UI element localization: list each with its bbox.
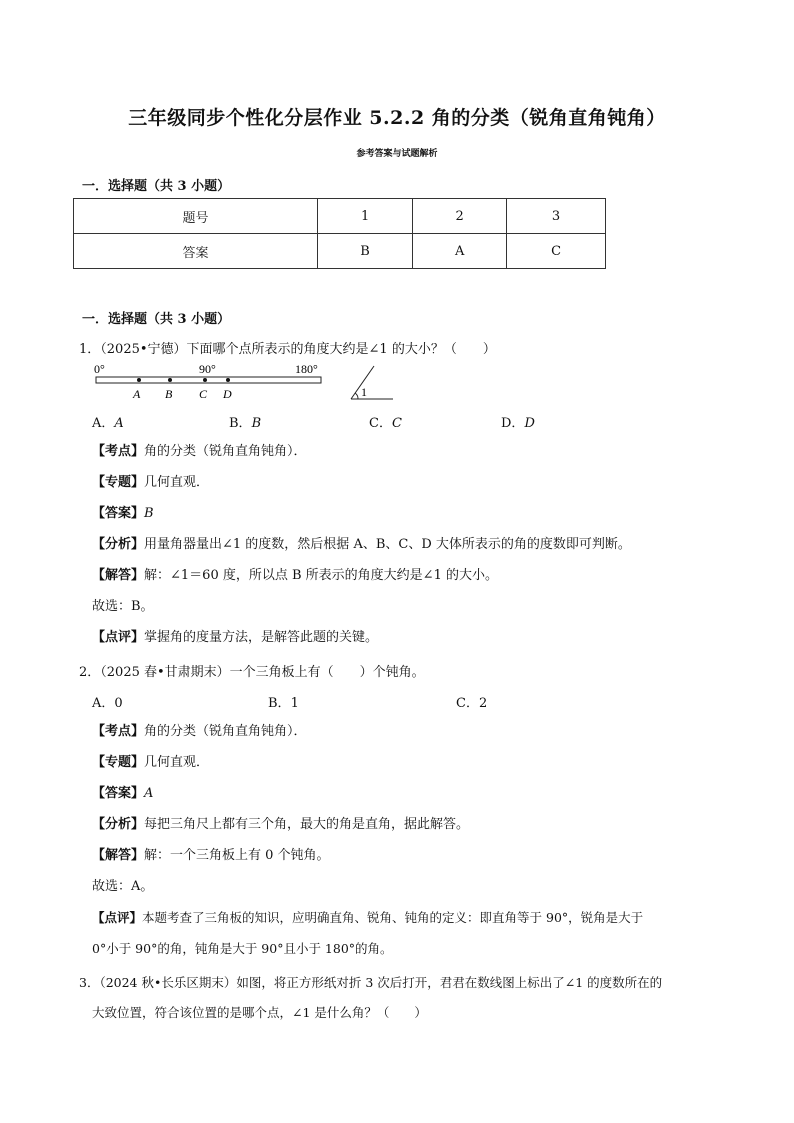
table-cell: 1 xyxy=(317,199,412,234)
q2-kaodian: 【考点】角的分类（锐角直角钝角）． xyxy=(92,724,307,739)
q1-analysis: 【分析】用量角器量出∠1 的度数，然后根据 A、B、C、D 大体所表示的角的度数即可判断。 xyxy=(92,537,631,552)
q2-comment: 【点评】本题考查了三角板的知识，应明确直角、锐角、钝角的定义：即直角等于 90°，锐角是大于 xyxy=(92,910,644,925)
q1-answer: 【答案】B xyxy=(92,506,154,521)
q2-analysis: 【分析】每把三角尺上都有三个角，最大的角是直角，据此解答。 xyxy=(92,817,470,832)
table-row xyxy=(74,199,606,234)
q1-choice: 故选：B。 xyxy=(92,599,154,614)
number-bar xyxy=(96,377,321,383)
label-d: D xyxy=(223,387,232,401)
q1-kaodian: 【考点】角的分类（锐角直角钝角）． xyxy=(92,444,307,459)
q1-comment: 【点评】掌握角的度量方法，是解答此题的关键。 xyxy=(92,630,379,645)
table-cell: 3 xyxy=(507,199,606,234)
option-a: A．A xyxy=(92,416,124,431)
question-1-stem: 1．（2025•宁德）下面哪个点所表示的角度大约是∠1 的大小？（ ） xyxy=(79,342,496,357)
page-subtitle: 参考答案与试题解析 xyxy=(356,149,438,159)
option-b: B．1 xyxy=(268,696,299,711)
table-cell: B xyxy=(317,234,412,269)
table-cell: 答案 xyxy=(74,234,318,269)
page-title: 三年级同步个性化分层作业 5.2.2 角的分类（锐角直角钝角） xyxy=(128,107,666,129)
q2-solution: 【解答】解：一个三角板上有 0 个钝角。 xyxy=(92,848,330,863)
q2-comment-continued: 0°小于 90°的角，钝角是大于 90°且小于 180°的角。 xyxy=(92,941,393,956)
q2-choice: 故选：A。 xyxy=(92,879,154,894)
option-b: B．B xyxy=(229,416,262,431)
angle-label: 1 xyxy=(361,385,367,399)
point-a xyxy=(137,378,141,382)
q2-zhuanti: 【专题】几何直观． xyxy=(92,755,210,770)
section-heading: 一．选择题（共 3 小题） xyxy=(82,179,231,194)
answer-table xyxy=(73,198,606,269)
question-1-figure xyxy=(88,360,398,406)
label-0-degree: 0° xyxy=(94,362,105,376)
q1-zhuanti: 【专题】几何直观． xyxy=(92,475,210,490)
label-180-degree: 180° xyxy=(295,362,318,376)
label-90-degree: 90° xyxy=(199,362,216,376)
option-d: D．D xyxy=(501,416,535,431)
label-b: B xyxy=(165,387,173,401)
option-a: A．0 xyxy=(92,696,123,711)
q1-solution: 【解答】解：∠1＝60 度，所以点 B 所表示的角度大约是∠1 的大小。 xyxy=(92,568,498,583)
label-c: C xyxy=(199,387,208,401)
table-cell: A xyxy=(413,234,507,269)
table-cell: C xyxy=(507,234,606,269)
point-d xyxy=(226,378,230,382)
option-c: C．2 xyxy=(456,696,488,711)
question-3-stem: 3．（2024 秋•长乐区期末）如图，将正方形纸对折 3 次后打开，君君在数线图上标出了∠1 的度数所在的 xyxy=(79,975,663,990)
table-cell: 题号 xyxy=(74,199,318,234)
section-heading: 一．选择题（共 3 小题） xyxy=(82,312,231,327)
table-cell: 2 xyxy=(413,199,507,234)
question-3-stem-continued: 大致位置，符合该位置的是哪个点，∠1 是什么角？（ ） xyxy=(92,1005,427,1020)
option-c: C．C xyxy=(369,416,402,431)
table-row xyxy=(74,234,606,269)
question-2-stem: 2．（2025 春•甘肃期末）一个三角板上有（ ）个钝角。 xyxy=(79,665,425,680)
angle-arc xyxy=(355,393,358,399)
q2-answer: 【答案】A xyxy=(92,786,154,801)
point-b xyxy=(168,378,172,382)
label-a: A xyxy=(133,387,141,401)
point-c xyxy=(203,378,207,382)
